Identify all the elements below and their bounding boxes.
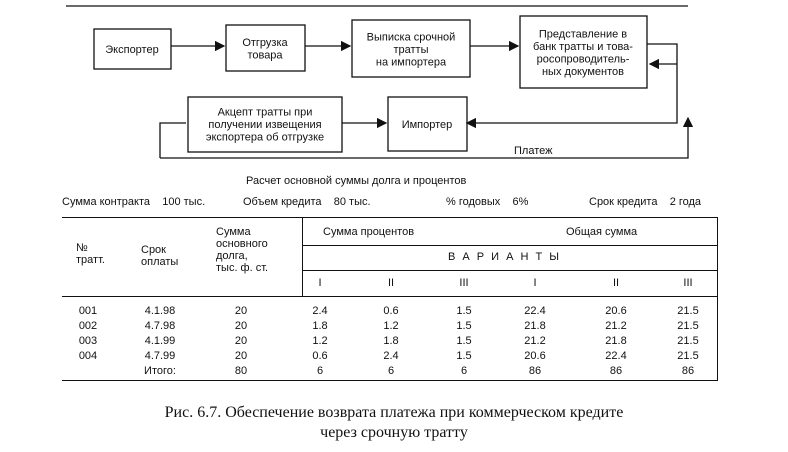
- box-label-issue: тратты: [393, 44, 429, 56]
- variant-header: II: [612, 277, 620, 289]
- table-cell: 1.5: [456, 305, 472, 317]
- table-cell: 22.4: [524, 305, 546, 317]
- figure-caption-line2: через срочную тратту: [320, 424, 468, 441]
- table-cell: 20: [234, 305, 248, 317]
- table-cell: 4.7.98: [144, 320, 176, 332]
- header-variants: В А Р И А Н Т Ы: [448, 251, 562, 263]
- header-principal: Сумма основного долга, тыс. ф. ст.: [216, 226, 269, 274]
- table-cell: 4.1.98: [144, 305, 176, 317]
- table-cell: 20: [234, 320, 248, 332]
- table-cell: 002: [78, 320, 98, 332]
- variant-header: II: [387, 277, 395, 289]
- box-label-present: Представление в: [538, 28, 628, 41]
- figure-caption-line1: Рис. 6.7. Обеспечение возврата платежа при коммерческом кредите: [164, 404, 624, 421]
- box-label-issue: на импортера: [375, 56, 447, 69]
- calc-title: Расчет основной суммы долга и процентов: [246, 175, 467, 187]
- param-value: 2 года: [669, 196, 702, 208]
- payment-label: Платеж: [514, 145, 553, 157]
- table-cell: 001: [78, 305, 98, 317]
- param-label: % годовых: [446, 196, 501, 208]
- variant-header: I: [318, 277, 322, 289]
- table-cell: 4.7.99: [144, 350, 176, 362]
- box-label-importer: Импортер: [401, 119, 453, 131]
- table-cell: 86: [681, 365, 695, 377]
- table-cell: 21.8: [524, 320, 546, 332]
- table-cell: 1.2: [383, 320, 399, 332]
- flow-diagram: [0, 0, 788, 200]
- table-cell: 20.6: [524, 350, 546, 362]
- table-cell: 4.1.99: [144, 335, 176, 347]
- table-cell: 6: [387, 365, 395, 377]
- param-contract: [62, 196, 205, 208]
- table-header-rule: [62, 296, 718, 297]
- table-cell: 80: [234, 365, 248, 377]
- param-rate: [446, 196, 528, 208]
- table-cell: 1.5: [456, 320, 472, 332]
- box-label-accept: Акцепт тратты при: [217, 106, 313, 119]
- param-label: Объем кредита: [243, 196, 322, 208]
- variant-header: I: [533, 277, 537, 289]
- param-value: 80 тыс.: [333, 196, 371, 208]
- table-cell: 0.6: [383, 305, 399, 317]
- table-cell: 21.8: [605, 335, 627, 347]
- box-label-present: росопроводитель-: [536, 53, 630, 66]
- table-cell: 004: [78, 350, 98, 362]
- table-cell: 20: [234, 335, 248, 347]
- table-cell: 1.8: [383, 335, 399, 347]
- variant-header: III: [459, 277, 469, 289]
- table-cell: 21.5: [677, 305, 699, 317]
- param-value: 6%: [512, 196, 529, 208]
- table-cell: 86: [528, 365, 542, 377]
- header-num: № тратт.: [76, 242, 105, 266]
- param-label: Сумма контракта: [62, 196, 150, 208]
- variant-header: III: [683, 277, 693, 289]
- table-sub-rule: [302, 270, 718, 271]
- table-cell: 0.6: [312, 350, 328, 362]
- param-label: Срок кредита: [589, 196, 658, 208]
- table-cell: 86: [609, 365, 623, 377]
- table-cell: 003: [78, 335, 98, 347]
- box-label-exporter: Экспортер: [105, 44, 159, 56]
- table-cell: 21.2: [605, 320, 627, 332]
- table-cell: 1.5: [456, 350, 472, 362]
- table-cell: 22.4: [605, 350, 627, 362]
- table-cell: 21.5: [677, 350, 699, 362]
- table-cell: Итого:: [144, 365, 176, 377]
- param-value: 100 тыс.: [162, 196, 206, 208]
- line-accept-left: [160, 123, 186, 158]
- box-label-present: банк тратты и това-: [533, 40, 633, 53]
- table-cell: 1.8: [312, 320, 328, 332]
- table-cell: 2.4: [383, 350, 399, 362]
- box-label-issue: Выписка срочной: [366, 31, 456, 44]
- box-label-present: ных документов: [541, 65, 625, 78]
- header-term: Срок оплаты: [141, 244, 179, 268]
- box-label-accept: получении извещения: [208, 119, 322, 131]
- table-cell: 20.6: [605, 305, 627, 317]
- box-label-accept: экспортера об отгрузке: [205, 131, 325, 144]
- box-label-shipment: товара: [247, 49, 283, 62]
- table-cell: 6: [460, 365, 468, 377]
- table-cell: 6: [316, 365, 324, 377]
- table-cell: 1.2: [312, 335, 328, 347]
- table-mid-rule: [302, 245, 718, 246]
- table-cell: 21.2: [524, 335, 546, 347]
- table-bottom-rule: [62, 380, 718, 381]
- table-cell: 20: [234, 350, 248, 362]
- header-total: Общая сумма: [566, 226, 638, 238]
- table-cell: 1.5: [456, 335, 472, 347]
- box-label-shipment: Отгрузка: [242, 36, 288, 49]
- table-cell: 21.5: [677, 335, 699, 347]
- table-cell: 2.4: [312, 305, 328, 317]
- header-interest: Сумма процентов: [323, 226, 415, 238]
- table-cell: 21.5: [677, 320, 699, 332]
- table-top-rule: [62, 217, 718, 218]
- param-credit: [243, 196, 371, 208]
- param-term: [589, 196, 701, 208]
